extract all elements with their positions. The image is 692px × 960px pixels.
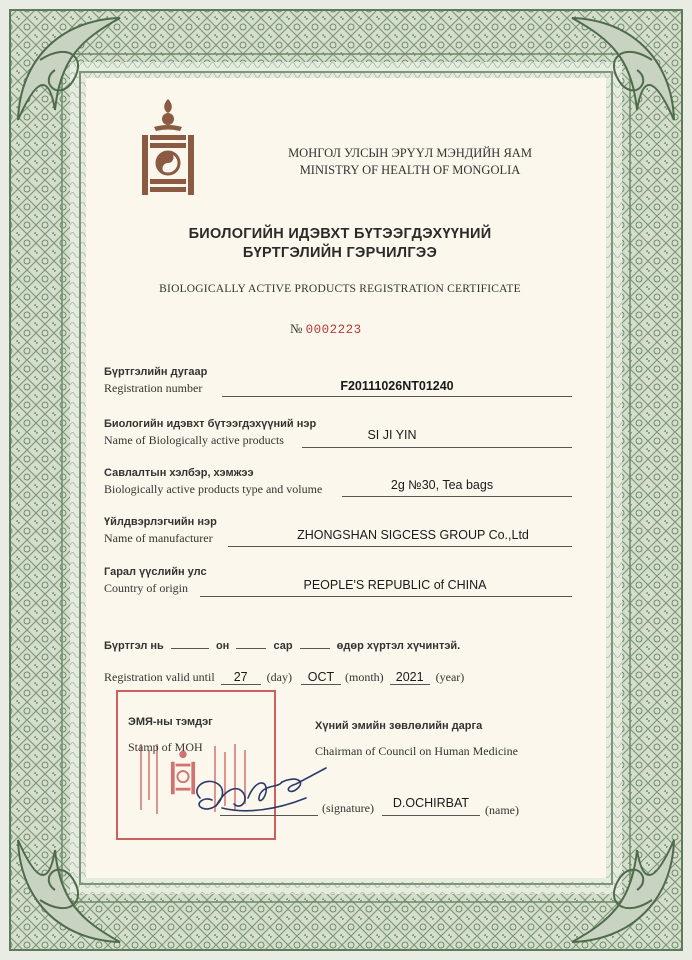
manufacturer-value: ZHONGSHAN SIGCESS GROUP Co.,Ltd: [297, 528, 529, 542]
product-name-value: SI JI YIN: [367, 428, 417, 442]
soyombo-emblem-icon: [140, 97, 196, 201]
certificate-title-mn-line1: БИОЛОГИЙН ИДЭВХТ БҮТЭЭГДЭХҮҮНИЙ: [188, 226, 492, 242]
validity-month-label: (month): [344, 670, 384, 684]
name-line: [382, 815, 480, 816]
product-name-label-en: Name of Biologically active products: [104, 433, 284, 447]
certificate-title-mn-line2: БҮРТГЭЛИЙН ГЭРЧИЛГЭЭ: [242, 245, 438, 261]
validity-label-en: Registration valid until: [104, 670, 215, 684]
validity-mn-blank3: [300, 648, 330, 649]
validity-line-en: [104, 670, 464, 685]
validity-month-value: OCT: [301, 670, 341, 685]
validity-mn-part1: Бүртгэл нь: [104, 640, 164, 652]
signatory-name: D.OCHIRBAT: [392, 796, 470, 810]
validity-mn-part3: сар: [273, 640, 293, 652]
validity-mn-part4: өдөр хүртэл хүчинтэй.: [336, 640, 461, 652]
validity-day-label: (day): [266, 670, 292, 684]
name-label: (name): [485, 803, 519, 817]
handwritten-signature: [186, 758, 356, 828]
product-type-value: 2g №30, Tea bags: [390, 478, 494, 492]
registration-number-label-mn: Бүртгэлийн дугаар: [104, 366, 208, 378]
validity-mn-part2: он: [215, 640, 230, 652]
origin-value: PEOPLE'S REPUBLIC of CHINA: [303, 578, 487, 592]
stamp-label-mn: ЭМЯ-ны тэмдэг: [128, 716, 213, 728]
product-name-line: [302, 447, 572, 448]
product-type-label-mn: Савлалтын хэлбэр, хэмжээ: [104, 467, 254, 479]
certificate-number: [290, 321, 410, 337]
product-name-label-mn: Биологийн идэвхт бүтээгдэхүүний нэр: [104, 418, 317, 430]
validity-day-value: 27: [221, 670, 261, 685]
signatory-title-mn: Хүний эмийн зөвлөлийн дарга: [315, 720, 483, 732]
manufacturer-line: [228, 546, 572, 547]
validity-mn-blank1: [171, 648, 209, 649]
certificate-title-en: BIOLOGICALLY ACTIVE PRODUCTS REGISTRATION CERTIFICATE: [159, 283, 521, 295]
ministry-name-en: MINISTRY OF HEALTH OF MONGOLIA: [299, 163, 521, 177]
ministry-header: [250, 145, 570, 179]
manufacturer-label-en: Name of manufacturer: [104, 531, 213, 545]
signatory-title-en: Chairman of Council on Human Medicine: [315, 744, 518, 758]
registration-number-value: F20111026NT01240: [340, 379, 454, 393]
product-type-line: [342, 496, 572, 497]
ministry-name-mn: МОНГОЛ УЛСЫН ЭРҮҮЛ МЭНДИЙН ЯАМ: [288, 146, 532, 160]
origin-line: [200, 596, 572, 597]
registration-number-label-en: Registration number: [104, 381, 203, 395]
validity-year-label: (year): [435, 670, 465, 684]
signature-label: (signature): [322, 801, 374, 815]
validity-year-value: 2021: [390, 670, 430, 685]
stamp-label-en: Stamp of MOH: [128, 740, 203, 754]
validity-mn-blank2: [236, 648, 266, 649]
origin-label-mn: Гарал үүслийн улс: [104, 566, 207, 578]
validity-line-mn: [104, 640, 460, 652]
manufacturer-label-mn: Үйлдвэрлэгчийн нэр: [104, 516, 217, 528]
product-type-label-en: Biologically active products type and volume: [104, 482, 323, 496]
signature-line: [220, 815, 318, 816]
number-value: 0002223: [305, 323, 362, 337]
number-symbol: №: [290, 321, 303, 336]
registration-number-line: [222, 396, 572, 397]
origin-label-en: Country of origin: [104, 581, 188, 595]
